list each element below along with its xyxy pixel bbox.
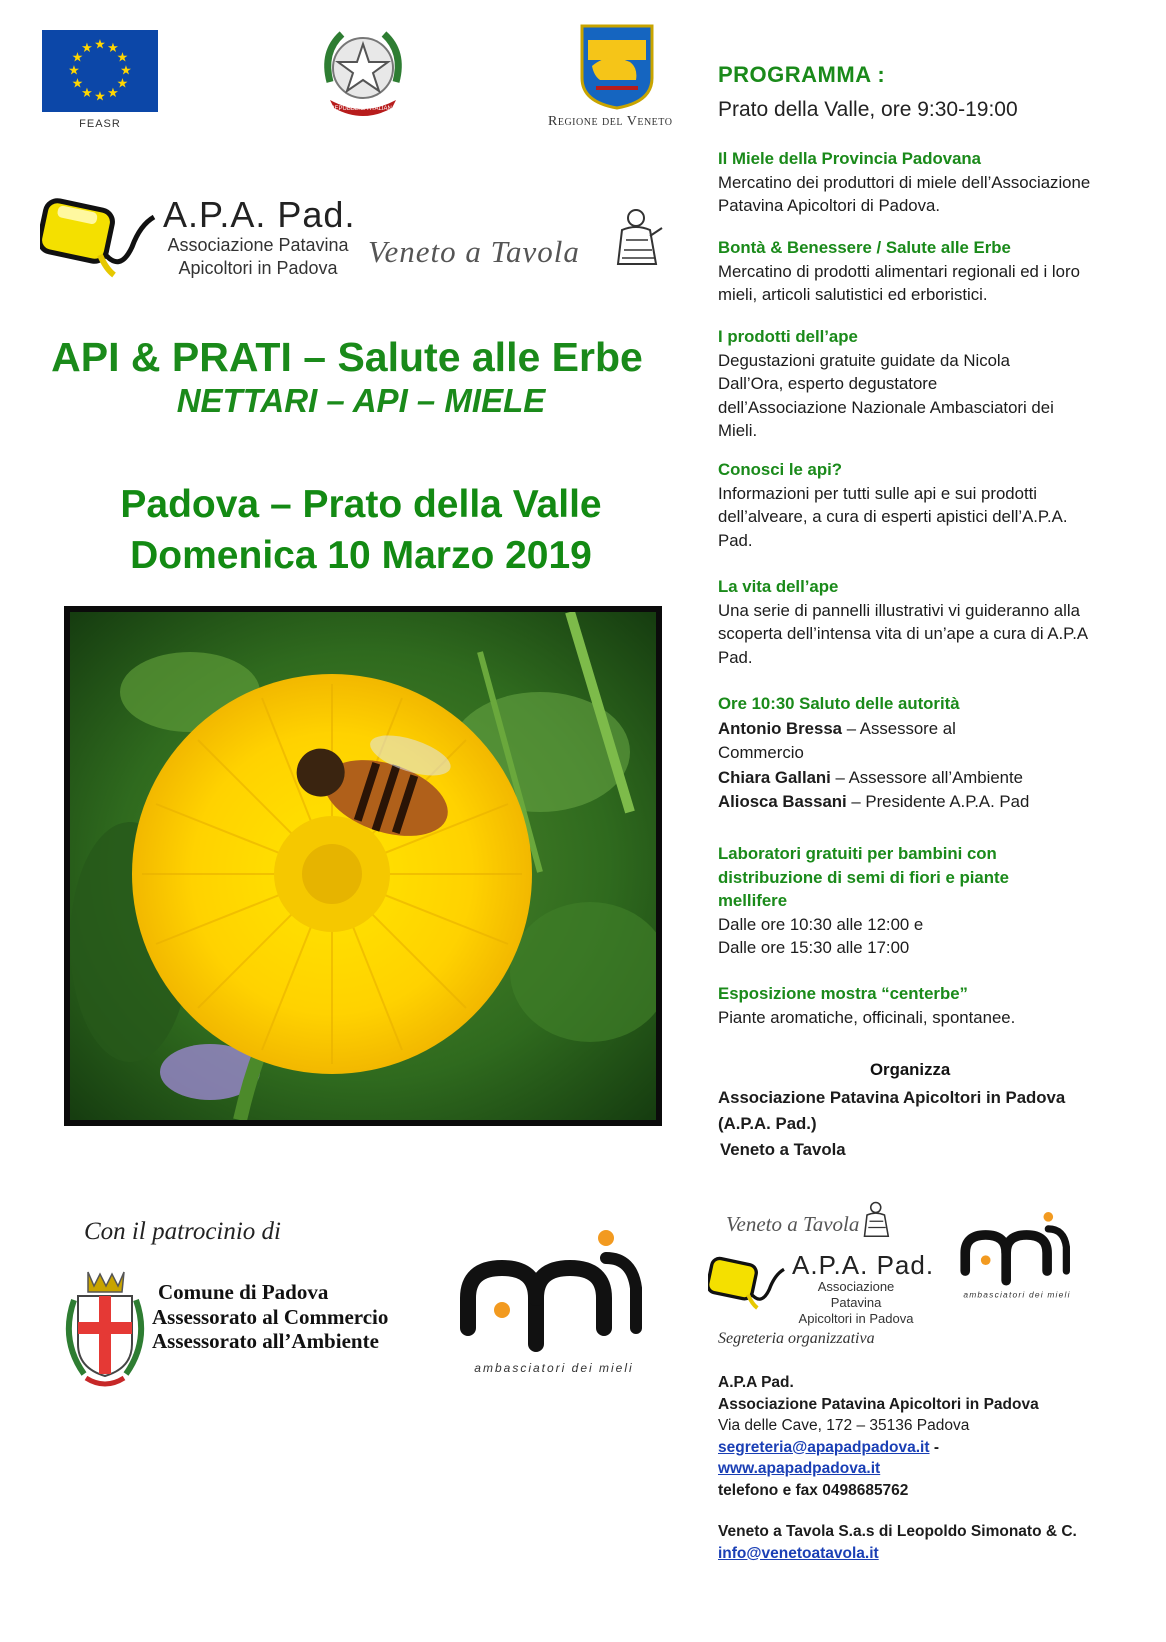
organizza-line1: Associazione Patavina Apicoltori in Padova [718,1088,1066,1107]
programma-subtitle: Prato della Valle, ore 9:30-19:00 [718,98,1018,121]
veneto-tavola-figure-icon [612,206,664,270]
section-head: Il Miele della Provincia Padovana [718,149,982,168]
event-date: Domenica 10 Marzo 2019 [130,534,592,577]
bee-on-dandelion-photo [64,606,662,1126]
authority-name: Aliosca Bassani [718,792,847,811]
organizza-block [718,1085,1138,1163]
authority-row [718,766,1138,791]
section-bonta-benessere [718,236,1138,307]
section-conosci-api [718,458,1138,552]
section-body: Mercatino dei produttori di miele dell’Associazione Patavina Apicoltori di Padova. [718,172,1091,215]
segreteria-address: Via delle Cave, 172 – 35136 Padova [718,1417,970,1434]
eu-label: FEASR [79,118,121,130]
event-place: Padova – Prato della Valle [120,483,602,526]
section-head: Esposizione mostra “centerbe” [718,984,968,1003]
veneto-tavola-figure-small-icon [860,1200,894,1240]
svg-text:★: ★ [107,39,119,55]
apa-small-title: A.P.A. Pad. [792,1250,935,1280]
section-head: Laboratori gratuiti per bambini con distribuzione di semi di fiori e piante mellifere [718,844,1009,910]
segreteria-block [718,1372,1138,1564]
svg-text:★: ★ [81,39,93,55]
ami-small-caption: ambasciatori dei mieli [963,1289,1071,1300]
section-body: Piante aromatiche, officinali, spontanee. [718,1007,1016,1027]
apa-sub-line2: Apicoltori in Padova [178,258,338,278]
ami-caption: ambasciatori dei mieli [474,1361,634,1375]
section-head: Conosci le api? [718,460,843,479]
authority-row [718,790,1138,815]
segreteria-email-row [718,1437,1138,1459]
ambasciatori-mieli-small-logo [958,1208,1076,1304]
authority-row [718,717,978,766]
segreteria-name: A.P.A Pad. [718,1374,794,1391]
authority-role: – Assessore al Commercio [718,718,956,762]
organizza-line3: Veneto a Tavola [720,1140,846,1159]
svg-text:★: ★ [107,84,119,100]
svg-text:★: ★ [94,88,106,104]
segreteria-website-link[interactable]: www.apapadpadova.it [718,1460,881,1477]
section-head: Bontà & Benessere / Salute alle Erbe [718,238,1011,257]
apa-small-sub-line1: Associazione Patavina [817,1279,895,1310]
email-separator: - [929,1438,939,1456]
segreteria-label: Segreteria organizzativa [718,1330,875,1347]
ribbon-text: REPUBBLICA ITALIANA [330,106,396,112]
apa-small-subtitle [792,1279,920,1327]
veneto-email-link[interactable]: info@venetoatavola.it [718,1544,879,1562]
segreteria-assoc: Associazione Patavina Apicoltori in Padova [718,1395,1039,1413]
veneto-a-tavola-small-logo: Veneto a Tavola [726,1212,860,1236]
comune-padova: Comune di Padova [158,1280,329,1304]
svg-text:★: ★ [116,49,129,65]
veneto-region-crest [578,22,656,110]
section-head: Ore 10:30 Saluto delle autorità [718,694,960,713]
apa-title: A.P.A. Pad. [163,194,356,235]
svg-text:★: ★ [94,36,106,52]
section-body: Informazioni per tutti sulle api e sui prodotti dell’alveare, a cura di esperti apistici dell’A.P.A. Pad. [718,483,1068,550]
laboratori-line1: Dalle ore 10:30 alle 12:00 e [718,914,924,934]
eu-flag-logo [42,30,158,112]
section-head: I prodotti dell’ape [718,327,858,346]
section-saluto-autorita [718,692,1138,815]
svg-text:★: ★ [81,84,93,100]
honey-pot-small-logo [708,1254,788,1312]
section-esposizione [718,982,1138,1029]
event-subtitle: NETTARI – API – MIELE [176,382,546,419]
section-body: Mercatino di prodotti alimentari regionali ed i loro mieli, articoli salutistici ed erboristici. [718,261,1080,304]
segreteria-email-link[interactable]: segreteria@apapadpadova.it [718,1438,930,1456]
organizza-label: Organizza [870,1060,951,1079]
assessorato-ambiente: Assessorato all’Ambiente [152,1329,379,1353]
laboratori-line2: Dalle ore 15:30 alle 17:00 [718,938,910,957]
ambasciatori-mieli-logo [456,1228,652,1378]
svg-text:★: ★ [71,75,84,91]
section-laboratori [718,842,1138,960]
italian-republic-emblem [318,22,408,122]
authority-name: Antonio Bressa [718,718,843,738]
authority-role: – Assessore all’Ambiente [830,767,1024,787]
veneto-company: Veneto a Tavola S.a.s di Leopoldo Simonato & C. [718,1523,1077,1540]
organizza-line2: (A.P.A. Pad.) [718,1114,817,1133]
section-body: Una serie di pannelli illustrativi vi guideranno alla scoperta dell’intensa vita di un’ape a cura di A.P.A Pad. [718,600,1088,667]
patrocinio-text [152,1280,388,1354]
programma-title: PROGRAMMA : [718,62,886,87]
section-miele-provincia [718,147,1138,218]
segreteria-phone: telefono e fax 0498685762 [718,1481,909,1499]
patrocinio-label: Con il patrocinio di [84,1218,281,1245]
svg-text:★: ★ [68,62,80,78]
event-title: API & PRATI – Salute alle Erbe [51,334,643,380]
honey-pot-logo [40,195,160,280]
section-vita-ape [718,575,1138,669]
svg-text:★: ★ [71,49,84,65]
section-head: La vita dell’ape [718,577,839,596]
apa-small-sub-line2: Apicoltori in Padova [798,1311,914,1326]
section-prodotti-ape [718,325,1138,443]
apa-sub-line1: Associazione Patavina [167,235,349,255]
svg-text:★: ★ [116,75,129,91]
veneto-region-label: Regione del Veneto [548,114,673,129]
assessorato-commercio: Assessorato al Commercio [152,1304,389,1329]
authority-role: – Presidente A.P.A. Pad [846,792,1030,811]
veneto-a-tavola-logo: Veneto a Tavola [368,234,580,269]
authority-name: Chiara Gallani [718,767,831,787]
padova-crest [60,1270,150,1392]
section-body: Degustazioni gratuite guidate da Nicola Dall’Ora, esperto degustatore dell’Associazione Nazionale Ambasciatori dei Mieli. [718,350,1054,440]
svg-text:★: ★ [120,62,132,78]
event-place-date [0,479,722,581]
apa-subtitle [163,234,353,280]
